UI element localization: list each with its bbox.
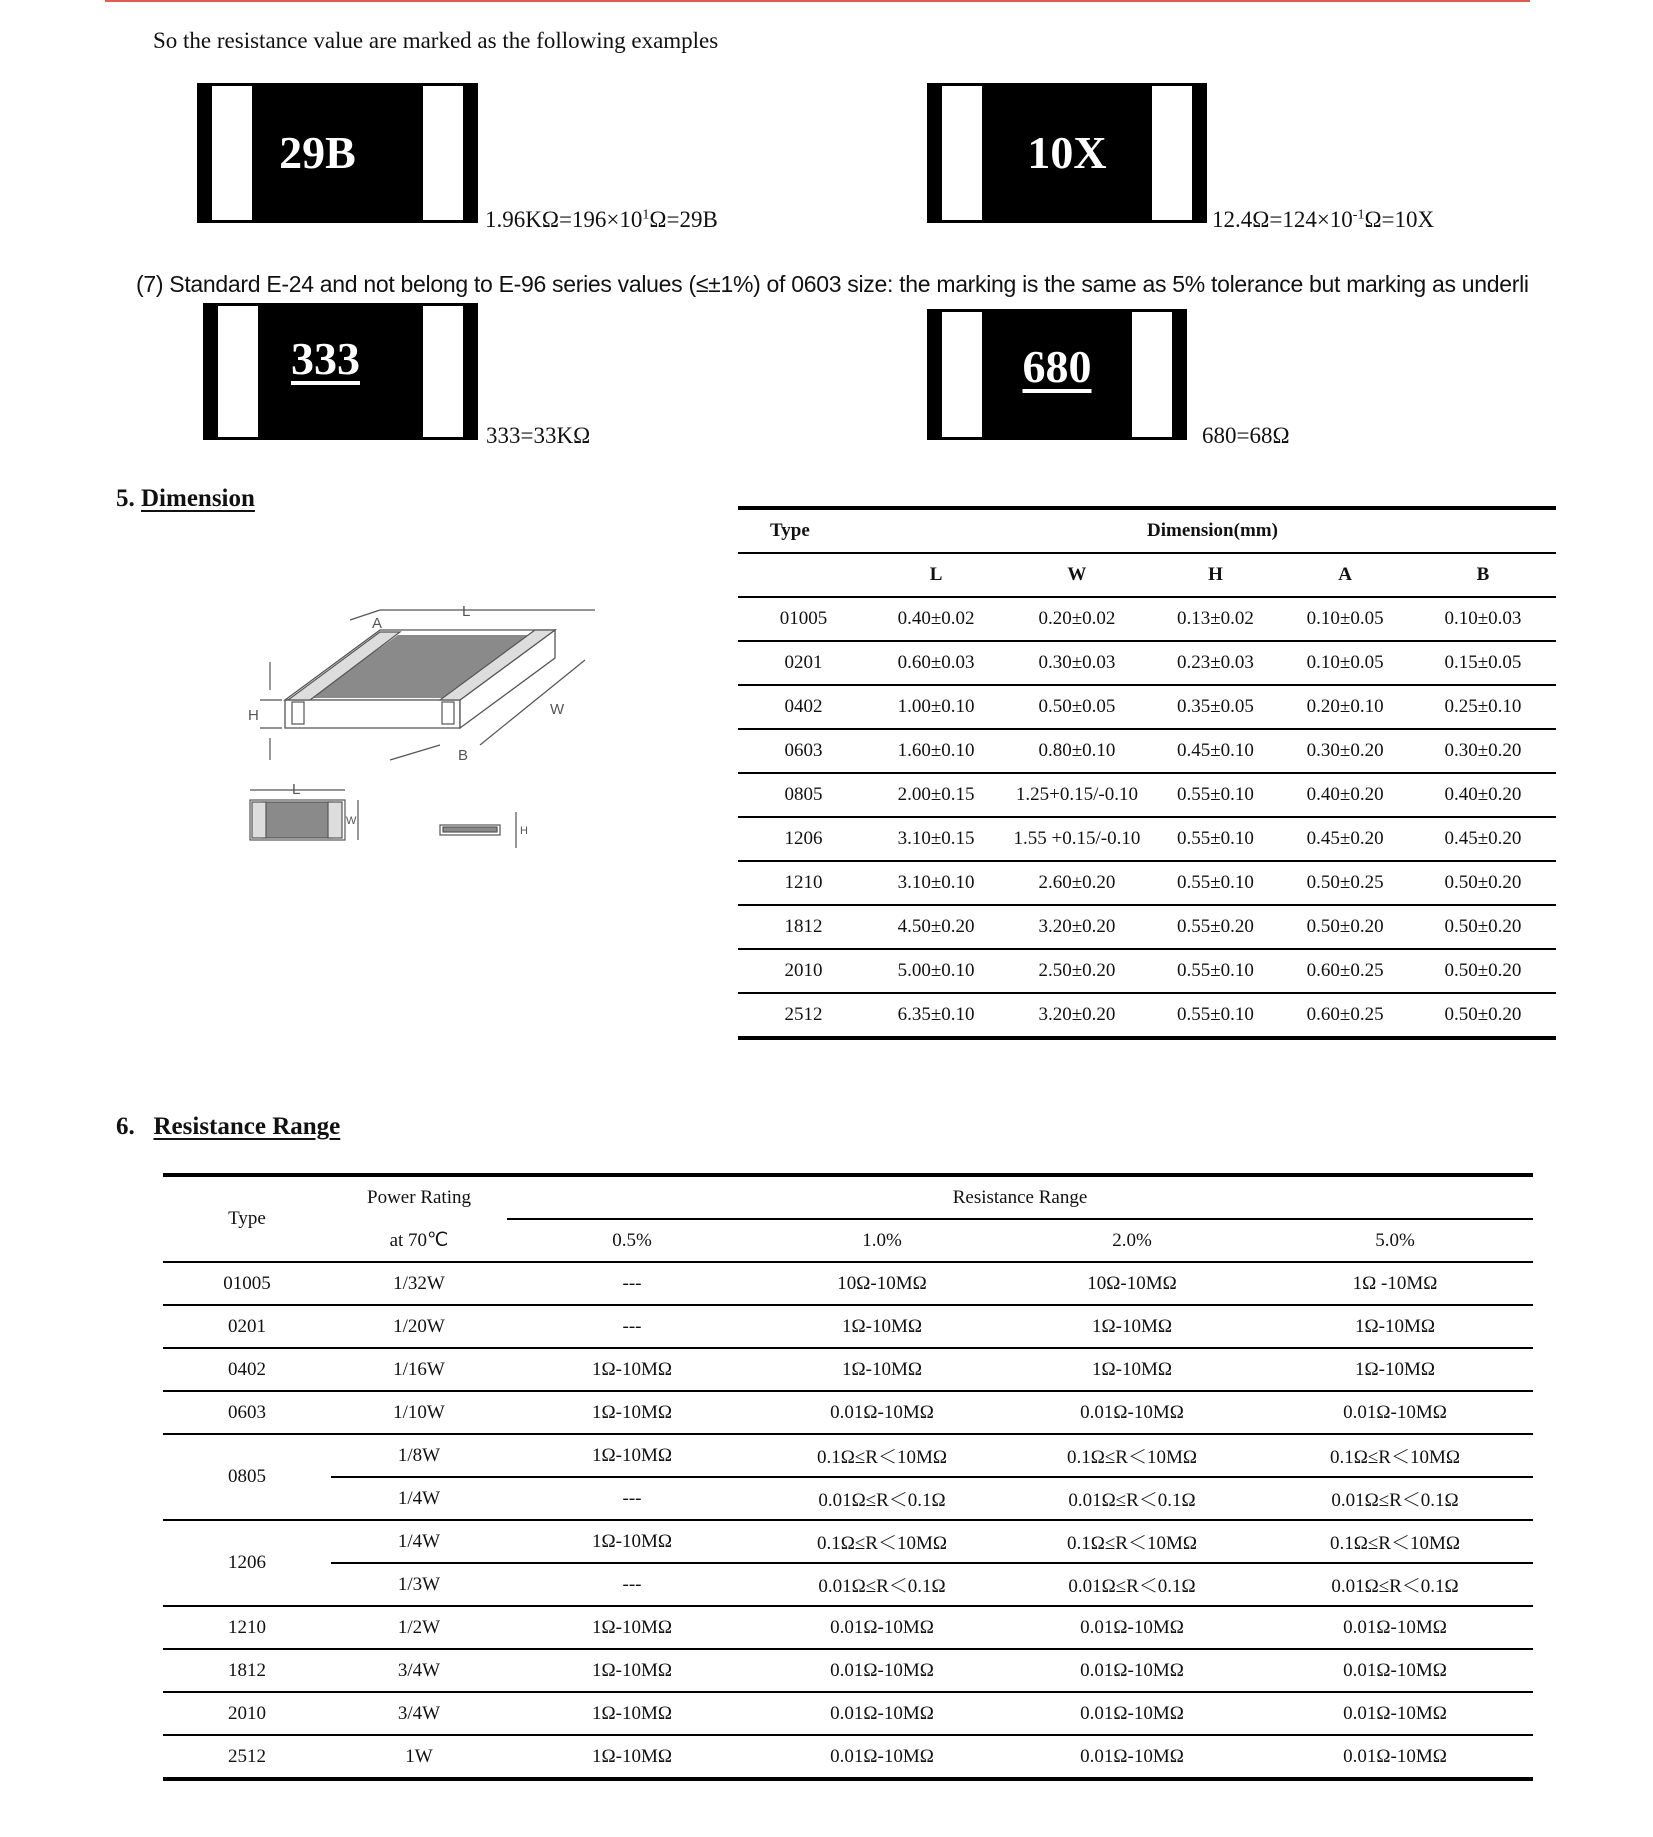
range-cell: 0.01Ω≤R＜0.1Ω xyxy=(1007,1563,1257,1606)
range-cell: 0.01Ω-10MΩ xyxy=(757,1391,1007,1434)
range-cell: 1Ω-10MΩ xyxy=(1257,1348,1533,1391)
type-cell: 01005 xyxy=(738,597,869,641)
type-header: Type xyxy=(163,1175,331,1262)
caption-post: Ω=10X xyxy=(1364,207,1435,232)
table-row xyxy=(738,597,1556,641)
type-cell: 2010 xyxy=(738,949,869,993)
dimension-cell: 0.55±0.10 xyxy=(1151,861,1281,905)
range-cell: 0.01Ω-10MΩ xyxy=(1257,1606,1533,1649)
chip-marking-10x xyxy=(927,83,1207,223)
dimension-cell: 0.50±0.20 xyxy=(1410,905,1556,949)
label-W: W xyxy=(550,701,565,718)
power-cell: 1/3W xyxy=(331,1563,507,1606)
dimension-cell: 0.15±0.05 xyxy=(1410,641,1556,685)
dimension-cell: 1.25+0.15/-0.10 xyxy=(1003,773,1150,817)
blank-cell xyxy=(738,553,869,597)
table-row xyxy=(163,1649,1533,1692)
dimension-cell: 0.10±0.05 xyxy=(1280,597,1410,641)
resistance-header-row-2 xyxy=(163,1219,1533,1262)
dimension-cell: 0.30±0.20 xyxy=(1280,729,1410,773)
type-cell: 1812 xyxy=(738,905,869,949)
table-row xyxy=(738,641,1556,685)
dimension-cell: 0.30±0.20 xyxy=(1410,729,1556,773)
range-cell: 0.01Ω≤R＜0.1Ω xyxy=(1007,1477,1257,1520)
range-cell: 0.01Ω-10MΩ xyxy=(1007,1692,1257,1735)
table-row xyxy=(738,773,1556,817)
dimension-cell: 0.55±0.10 xyxy=(1151,773,1281,817)
dimension-cell: 0.25±0.10 xyxy=(1410,685,1556,729)
dimension-cell: 4.50±0.20 xyxy=(869,905,1003,949)
range-cell: 10Ω-10MΩ xyxy=(1007,1262,1257,1305)
dimension-cell: 0.55±0.10 xyxy=(1151,817,1281,861)
col-header-L: L xyxy=(869,553,1003,597)
dimension-cell: 0.45±0.20 xyxy=(1280,817,1410,861)
type-cell: 0603 xyxy=(738,729,869,773)
type-cell: 2512 xyxy=(738,993,869,1038)
resistance-body xyxy=(163,1262,1533,1779)
power-cell: 1/16W xyxy=(331,1348,507,1391)
dimension-cell: 1.00±0.10 xyxy=(869,685,1003,729)
type-cell: 1206 xyxy=(738,817,869,861)
caption-exponent: 1 xyxy=(642,207,650,223)
table-row xyxy=(163,1735,1533,1779)
dimension-cell: 0.50±0.20 xyxy=(1280,905,1410,949)
range-cell: 1Ω-10MΩ xyxy=(1257,1305,1533,1348)
type-cell: 0805 xyxy=(163,1434,331,1520)
type-cell: 1210 xyxy=(738,861,869,905)
type-cell: 0805 xyxy=(738,773,869,817)
note-7: (7) Standard E-24 and not belong to E-96 series values (≤±1%) of 0603 size: the marking is the same as 5% tolerance but marking as underli xyxy=(136,271,1529,297)
range-cell: 0.1Ω≤R＜10MΩ xyxy=(1007,1434,1257,1477)
table-row xyxy=(738,729,1556,773)
range-cell: 0.01Ω-10MΩ xyxy=(1007,1391,1257,1434)
range-cell: 1Ω-10MΩ xyxy=(1007,1348,1257,1391)
tol-header-0.5: 0.5% xyxy=(507,1219,757,1262)
range-cell: 1Ω-10MΩ xyxy=(757,1348,1007,1391)
type-cell: 0201 xyxy=(163,1305,331,1348)
dimension-cell: 3.20±0.20 xyxy=(1003,993,1150,1038)
range-cell: 0.01Ω-10MΩ xyxy=(1257,1391,1533,1434)
table-row xyxy=(163,1391,1533,1434)
dimension-cell: 0.40±0.20 xyxy=(1410,773,1556,817)
dimension-cell: 0.50±0.20 xyxy=(1410,949,1556,993)
range-cell: 0.01Ω≤R＜0.1Ω xyxy=(1257,1563,1533,1606)
tol-header-2.0: 2.0% xyxy=(1007,1219,1257,1262)
dimension-table xyxy=(738,506,1556,1040)
dimension-cell: 2.60±0.20 xyxy=(1003,861,1150,905)
dimension-cell: 1.60±0.10 xyxy=(869,729,1003,773)
chip-code: 10X xyxy=(1027,127,1107,178)
table-row xyxy=(738,993,1556,1038)
label-L: L xyxy=(462,603,471,620)
col-header-H: H xyxy=(1151,553,1281,597)
chip-marking-333 xyxy=(203,303,478,440)
marking-caption-10x xyxy=(1212,207,1434,233)
range-cell: 0.1Ω≤R＜10MΩ xyxy=(757,1520,1007,1563)
chip-code-underlined: 333 xyxy=(291,333,360,384)
label-L-small: L xyxy=(292,781,301,798)
col-header-W: W xyxy=(1003,553,1150,597)
tol-header-1.0: 1.0% xyxy=(757,1219,1007,1262)
power-cell: 1/2W xyxy=(331,1606,507,1649)
label-H-small: H xyxy=(520,825,528,837)
table-row xyxy=(163,1692,1533,1735)
chip-code xyxy=(930,340,1184,393)
section-5-heading xyxy=(116,485,255,513)
dimension-cell: 0.10±0.05 xyxy=(1280,641,1410,685)
chip-code-underlined: 680 xyxy=(1022,341,1092,392)
power-cell: 1/4W xyxy=(331,1477,507,1520)
power-cell: 1/4W xyxy=(331,1520,507,1563)
dimension-cell: 0.13±0.02 xyxy=(1151,597,1281,641)
table-row xyxy=(163,1606,1533,1649)
dimension-cell: 0.60±0.03 xyxy=(869,641,1003,685)
col-header-A: A xyxy=(1280,553,1410,597)
range-cell: 0.01Ω-10MΩ xyxy=(757,1692,1007,1735)
marking-caption-680: 680=68Ω xyxy=(1202,423,1290,448)
dimension-cell: 0.50±0.20 xyxy=(1410,993,1556,1038)
range-cell: 0.01Ω-10MΩ xyxy=(1007,1735,1257,1779)
chip-code: 29B xyxy=(279,127,356,178)
table-row xyxy=(163,1348,1533,1391)
range-cell: 10Ω-10MΩ xyxy=(757,1262,1007,1305)
dimension-cell: 0.23±0.03 xyxy=(1151,641,1281,685)
dimension-cell: 2.50±0.20 xyxy=(1003,949,1150,993)
dimension-cell: 0.45±0.10 xyxy=(1151,729,1281,773)
caption-exponent: -1 xyxy=(1352,207,1365,223)
marking-caption-333: 333=33KΩ xyxy=(486,423,591,448)
range-cell: 1Ω-10MΩ xyxy=(507,1606,757,1649)
table-row xyxy=(163,1434,1533,1477)
table-row xyxy=(163,1520,1533,1563)
power-cell: 1/20W xyxy=(331,1305,507,1348)
dimension-cell: 0.80±0.10 xyxy=(1003,729,1150,773)
range-cell: 1Ω-10MΩ xyxy=(507,1391,757,1434)
range-cell: 1Ω-10MΩ xyxy=(1007,1305,1257,1348)
label-A: A xyxy=(372,615,383,632)
section-title: Resistance Range xyxy=(153,1113,341,1140)
dimension-cell: 0.20±0.02 xyxy=(1003,597,1150,641)
dimension-cell: 0.55±0.10 xyxy=(1151,993,1281,1038)
range-cell: 0.1Ω≤R＜10MΩ xyxy=(1257,1434,1533,1477)
table-row xyxy=(163,1305,1533,1348)
range-cell: 1Ω-10MΩ xyxy=(507,1434,757,1477)
dimension-cell: 0.45±0.20 xyxy=(1410,817,1556,861)
table-row xyxy=(738,817,1556,861)
dimension-cell: 3.20±0.20 xyxy=(1003,905,1150,949)
intro-text: So the resistance value are marked as the following examples xyxy=(153,28,719,53)
dimension-cell: 0.40±0.02 xyxy=(869,597,1003,641)
dimension-columns-row xyxy=(738,553,1556,597)
table-row xyxy=(738,905,1556,949)
type-cell: 01005 xyxy=(163,1262,331,1305)
dimension-body xyxy=(738,597,1556,1038)
chip-marking-29b xyxy=(197,83,478,223)
dimension-cell: 0.30±0.03 xyxy=(1003,641,1150,685)
section-number: 6. xyxy=(116,1113,135,1140)
range-cell: 0.01Ω-10MΩ xyxy=(1257,1735,1533,1779)
caption-pre: 12.4Ω=124×10 xyxy=(1212,207,1353,232)
range-cell: 1Ω -10MΩ xyxy=(1257,1262,1533,1305)
dimension-cell: 3.10±0.10 xyxy=(869,861,1003,905)
dimension-cell: 0.60±0.25 xyxy=(1280,949,1410,993)
dimension-cell: 0.40±0.20 xyxy=(1280,773,1410,817)
range-cell: 1Ω-10MΩ xyxy=(507,1735,757,1779)
resistance-range-table xyxy=(163,1173,1533,1781)
range-cell: 1Ω-10MΩ xyxy=(507,1520,757,1563)
tol-header-5.0: 5.0% xyxy=(1257,1219,1533,1262)
dimension-cell: 0.60±0.25 xyxy=(1280,993,1410,1038)
table-row xyxy=(738,861,1556,905)
resistance-group-header: Resistance Range xyxy=(507,1175,1533,1219)
type-cell: 0402 xyxy=(738,685,869,729)
section-6-heading xyxy=(116,1113,340,1141)
table-row xyxy=(163,1262,1533,1305)
dimension-cell: 0.55±0.20 xyxy=(1151,905,1281,949)
dimension-cell: 6.35±0.10 xyxy=(869,993,1003,1038)
range-cell: 1Ω-10MΩ xyxy=(507,1649,757,1692)
range-cell: 0.1Ω≤R＜10MΩ xyxy=(1007,1520,1257,1563)
power-cell: 1W xyxy=(331,1735,507,1779)
section-title: Dimension xyxy=(141,485,255,512)
dimension-group-header: Dimension(mm) xyxy=(869,508,1556,553)
dimension-cell: 0.50±0.25 xyxy=(1280,861,1410,905)
type-cell: 0603 xyxy=(163,1391,331,1434)
dimension-cell: 1.55 +0.15/-0.10 xyxy=(1003,817,1150,861)
power-cell: 3/4W xyxy=(331,1649,507,1692)
range-cell: 0.01Ω≤R＜0.1Ω xyxy=(1257,1477,1533,1520)
range-cell: 0.01Ω-10MΩ xyxy=(757,1735,1007,1779)
section-number: 5. xyxy=(116,485,135,512)
label-W-small: W xyxy=(346,815,357,827)
type-cell: 2512 xyxy=(163,1735,331,1779)
table-row xyxy=(738,949,1556,993)
dimension-cell: 0.20±0.10 xyxy=(1280,685,1410,729)
power-cell: 3/4W xyxy=(331,1692,507,1735)
dimension-cell: 0.50±0.20 xyxy=(1410,861,1556,905)
marking-caption-29b xyxy=(485,207,718,233)
power-header-1: Power Rating xyxy=(331,1175,507,1219)
dimension-cell: 0.35±0.05 xyxy=(1151,685,1281,729)
table-row xyxy=(163,1563,1533,1606)
chip-marking-680 xyxy=(927,309,1187,440)
caption-post: Ω=29B xyxy=(649,207,718,232)
header-rule xyxy=(105,0,1530,2)
caption-pre: 1.96KΩ=196×10 xyxy=(485,207,643,232)
power-header-2: at 70℃ xyxy=(331,1219,507,1262)
type-cell: 2010 xyxy=(163,1692,331,1735)
power-cell: 1/32W xyxy=(331,1262,507,1305)
range-cell: 1Ω-10MΩ xyxy=(507,1692,757,1735)
range-cell: 0.01Ω-10MΩ xyxy=(1257,1692,1533,1735)
table-row xyxy=(738,685,1556,729)
type-cell: 1812 xyxy=(163,1649,331,1692)
range-cell: --- xyxy=(507,1477,757,1520)
power-cell: 1/8W xyxy=(331,1434,507,1477)
range-cell: 0.1Ω≤R＜10MΩ xyxy=(1257,1520,1533,1563)
chip-code xyxy=(176,332,475,385)
dimension-header-row xyxy=(738,508,1556,553)
range-cell: 0.01Ω-10MΩ xyxy=(1257,1649,1533,1692)
range-cell: 1Ω-10MΩ xyxy=(507,1348,757,1391)
power-cell: 1/10W xyxy=(331,1391,507,1434)
range-cell: 0.01Ω-10MΩ xyxy=(757,1649,1007,1692)
type-cell: 1210 xyxy=(163,1606,331,1649)
range-cell: 0.01Ω-10MΩ xyxy=(1007,1606,1257,1649)
range-cell: --- xyxy=(507,1262,757,1305)
chip-dimension-drawing xyxy=(240,590,640,880)
type-cell: 0402 xyxy=(163,1348,331,1391)
range-cell: 1Ω-10MΩ xyxy=(757,1305,1007,1348)
resistance-header-row-1 xyxy=(163,1175,1533,1219)
col-header-B: B xyxy=(1410,553,1556,597)
table-row xyxy=(163,1477,1533,1520)
dimension-cell: 5.00±0.10 xyxy=(869,949,1003,993)
dimension-cell: 0.55±0.10 xyxy=(1151,949,1281,993)
range-cell: 0.1Ω≤R＜10MΩ xyxy=(757,1434,1007,1477)
label-B: B xyxy=(458,747,469,764)
type-cell: 0201 xyxy=(738,641,869,685)
label-H: H xyxy=(248,707,259,724)
range-cell: 0.01Ω≤R＜0.1Ω xyxy=(757,1563,1007,1606)
dimension-cell: 0.50±0.05 xyxy=(1003,685,1150,729)
range-cell: 0.01Ω-10MΩ xyxy=(757,1606,1007,1649)
dimension-cell: 2.00±0.15 xyxy=(869,773,1003,817)
dimension-cell: 3.10±0.15 xyxy=(869,817,1003,861)
range-cell: 0.01Ω≤R＜0.1Ω xyxy=(757,1477,1007,1520)
range-cell: --- xyxy=(507,1305,757,1348)
dimension-cell: 0.10±0.03 xyxy=(1410,597,1556,641)
type-cell: 1206 xyxy=(163,1520,331,1606)
range-cell: 0.01Ω-10MΩ xyxy=(1007,1649,1257,1692)
type-header: Type xyxy=(738,508,869,553)
range-cell: --- xyxy=(507,1563,757,1606)
